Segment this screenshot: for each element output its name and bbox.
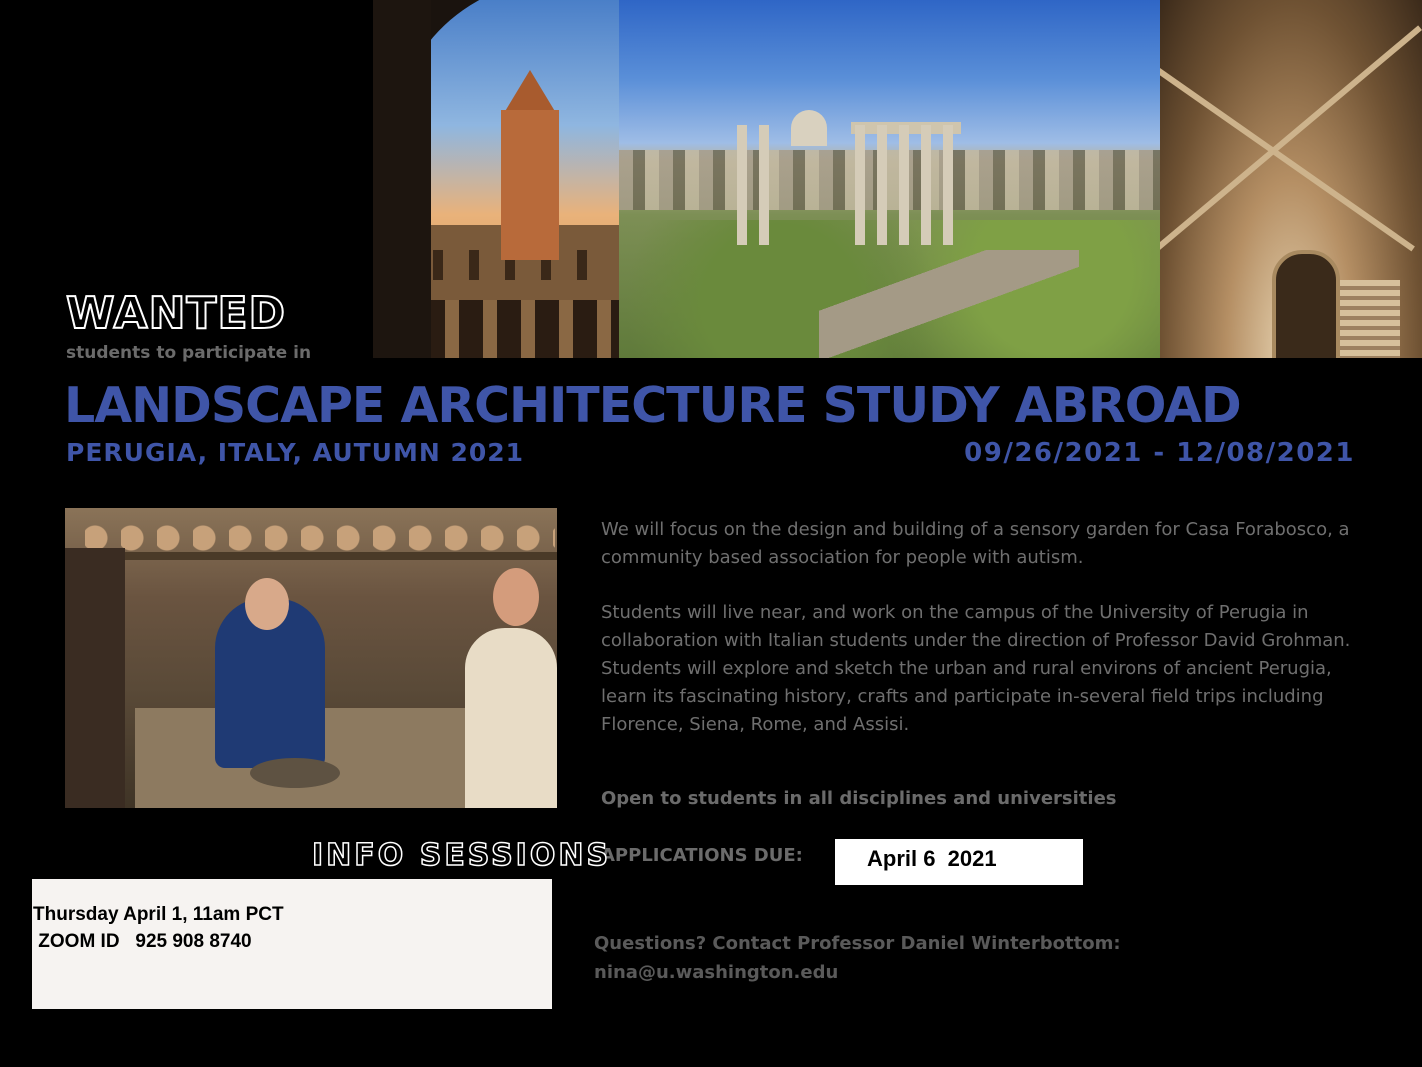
program-location: PERUGIA, ITALY, AUTUMN 2021: [66, 438, 525, 467]
info-sessions-heading: INFO SESSIONS: [312, 838, 612, 873]
applications-due-value: April 6 2021: [867, 846, 997, 871]
wanted-subheading: students to participate in: [66, 343, 312, 363]
wanted-heading: WANTED: [66, 288, 287, 339]
description-paragraph-1: We will focus on the design and building of a sensory garden for Casa Forabosco, a community based association for people with autism.: [601, 519, 1350, 568]
info-session-zoom-id: ZOOM ID 925 908 8740: [33, 931, 252, 952]
photo-vaulted-passage: [1160, 0, 1422, 358]
eligibility-note: Open to students in all disciplines and universities: [601, 788, 1117, 809]
description-paragraph-2: Students will live near, and work on the campus of the University of Perugia in collaboration with Italian students under the direction of Professor David Grohman. Students will explore and sketch the urban and rural environs of ancient Perugia, learn its fascinating history, crafts and participate in-several field trips including Florence, Siena, Rome, and Assisi.: [601, 602, 1351, 735]
applications-due-label: APPLICATIONS DUE:: [601, 845, 803, 866]
info-session-time: Thursday April 1, 11am PCT: [33, 904, 284, 925]
contact-questions: Questions? Contact Professor Daniel Winterbottom:: [594, 933, 1121, 954]
photo-church-tower: [373, 0, 619, 358]
page-title: LANDSCAPE ARCHITECTURE STUDY ABROAD: [64, 377, 1241, 434]
program-dates: 09/26/2021 - 12/08/2021: [964, 438, 1355, 468]
contact-email: nina@u.washington.edu: [594, 962, 839, 983]
photo-roman-forum: [619, 0, 1160, 358]
photo-pottery-workshop: [65, 508, 557, 808]
